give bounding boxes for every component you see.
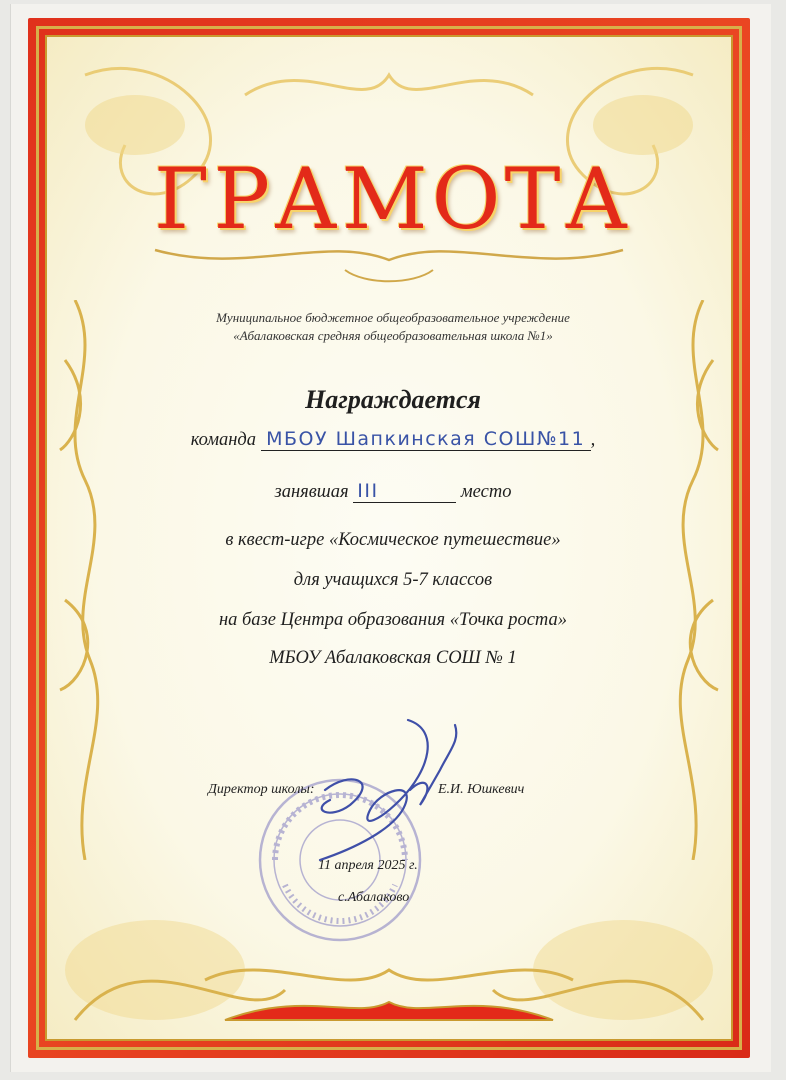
certificate-title: ГРАМОТА xyxy=(153,150,633,248)
institution-line-2: «Абалаковская средняя общеобразовательная школа №1» xyxy=(233,328,553,343)
place-prefix: занявшая xyxy=(274,482,349,502)
institution-line-1: Муниципальное бюджетное общеобразовательное учреждение xyxy=(216,310,570,325)
award-date: 11 апреля 2025 г. xyxy=(318,858,418,873)
venue-line: на базе Центра образования «Точка роста» xyxy=(218,610,568,630)
team-value: МБОУ Шапкинская СОШ№11 xyxy=(261,428,591,451)
school-line: МБОУ Абалаковская СОШ № 1 xyxy=(269,648,517,668)
awarded-heading: Награждается xyxy=(305,385,481,414)
event-line: в квест-игре «Космическое путешествие» xyxy=(225,530,561,550)
award-place: с.Абалаково xyxy=(338,890,410,905)
audience-line: для учащихся 5-7 классов xyxy=(293,570,493,590)
director-name: Е.И. Юшкевич xyxy=(438,782,525,797)
place-value: III xyxy=(353,480,456,503)
place-line xyxy=(0,480,786,503)
director-label: Директор школы: xyxy=(208,782,315,797)
team-line xyxy=(0,428,786,451)
place-suffix: место xyxy=(460,482,512,502)
team-suffix: , xyxy=(590,430,596,450)
team-label: команда xyxy=(190,430,257,450)
